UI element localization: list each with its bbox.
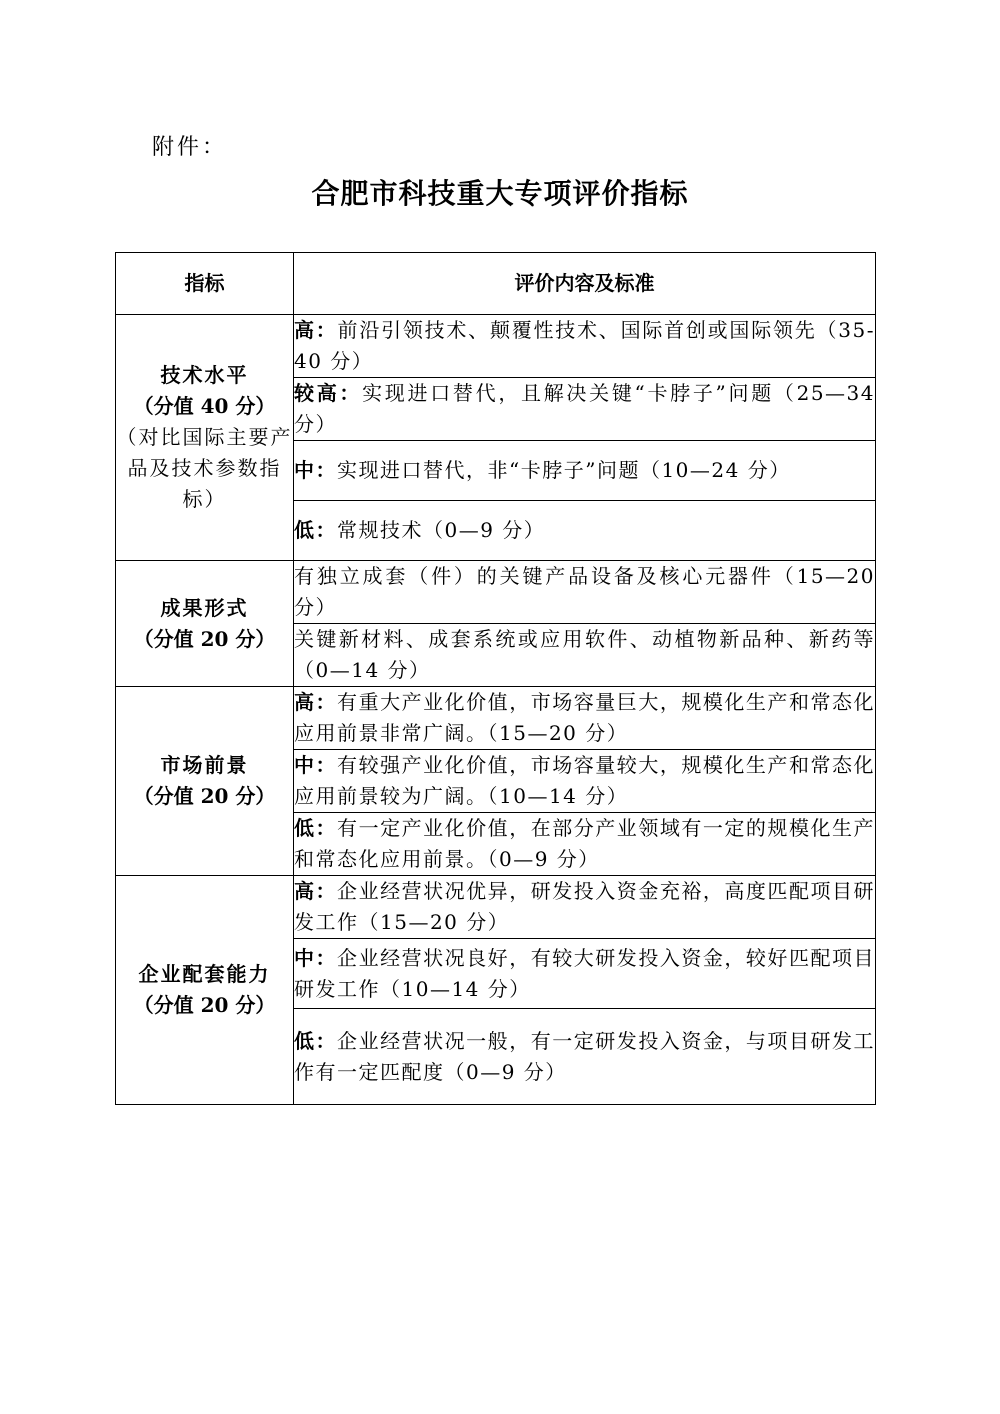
indicator-score: （分值 20 分） — [133, 626, 276, 651]
criteria-cell — [294, 939, 876, 1009]
criteria-level: 低： — [294, 816, 338, 840]
table-row — [116, 561, 876, 624]
indicator-score: （分值 20 分） — [133, 993, 276, 1017]
indicator-score: （分值 40 分） — [133, 394, 276, 418]
criteria-text: 有独立成套（件）的关键产品设备及核心元器件（15—20 分） — [294, 564, 875, 619]
header-indicator: 指标 — [116, 253, 294, 315]
criteria-level: 中： — [294, 458, 337, 482]
criteria-cell — [294, 750, 876, 813]
indicator-name: 市场前景 — [160, 753, 249, 777]
table-header-row — [116, 253, 876, 315]
criteria-text: 有较强产业化价值，市场容量较大，规模化生产和常态化应用前景较为广阔。（10—14 分） — [294, 753, 876, 808]
criteria-level: 中： — [294, 945, 338, 970]
criteria-text: 实现进口替代，非“卡脖子”问题（10—24 分） — [337, 458, 791, 482]
criteria-level: 高： — [294, 690, 338, 714]
indicator-name: 企业配套能力 — [138, 962, 271, 986]
criteria-text: 企业经营状况一般，有一定研发投入资金，与项目研发工作有一定匹配度（0—9 分） — [294, 1028, 876, 1084]
indicator-cell — [116, 561, 294, 687]
criteria-text: 有重大产业化价值，市场容量巨大，规模化生产和常态化应用前景非常广阔。（15—20 分） — [294, 690, 876, 745]
criteria-cell — [294, 624, 876, 687]
indicator-cell — [116, 876, 294, 1105]
criteria-level: 较高： — [294, 381, 363, 405]
criteria-cell — [294, 378, 876, 441]
criteria-cell — [294, 1009, 876, 1105]
criteria-text: 企业经营状况优异，研发投入资金充裕，高度匹配项目研发工作（15—20 分） — [294, 879, 876, 934]
criteria-level: 低： — [294, 1028, 338, 1053]
table-row — [116, 315, 876, 378]
criteria-level: 高： — [294, 879, 338, 903]
criteria-text: 前沿引领技术、颠覆性技术、国际首创或国际领先（35-40 分） — [294, 318, 875, 373]
header-criteria: 评价内容及标准 — [294, 253, 876, 315]
indicator-cell — [116, 315, 294, 561]
criteria-cell — [294, 315, 876, 378]
attachment-label: 附件： — [152, 135, 228, 160]
criteria-text: 关键新材料、成套系统或应用软件、动植物新品种、新药等（0—14 分） — [294, 627, 875, 682]
criteria-cell — [294, 561, 876, 624]
criteria-cell — [294, 687, 876, 750]
evaluation-table — [115, 252, 876, 1105]
criteria-text: 有一定产业化价值，在部分产业领域有一定的规模化生产和常态化应用前景。（0—9 分） — [294, 816, 876, 871]
indicator-score: （分值 20 分） — [133, 784, 276, 808]
page-title: 合肥市科技重大专项评价指标 — [311, 177, 689, 210]
criteria-cell — [294, 813, 876, 876]
indicator-name: 成果形式 — [160, 595, 249, 620]
criteria-cell — [294, 441, 876, 501]
table-row — [116, 876, 876, 939]
table-row — [116, 687, 876, 750]
criteria-text: 企业经营状况良好，有较大研发投入资金，较好匹配项目研发工作（10—14 分） — [294, 945, 876, 1001]
criteria-text: 常规技术（0—9 分） — [337, 518, 546, 542]
indicator-name: 技术水平 — [160, 363, 249, 387]
criteria-level: 低： — [294, 518, 337, 542]
criteria-level: 高： — [294, 318, 338, 342]
indicator-cell — [116, 687, 294, 876]
criteria-cell — [294, 876, 876, 939]
indicator-note: （对比国际主要产品及技术参数指标） — [116, 425, 293, 511]
criteria-cell — [294, 501, 876, 561]
criteria-text: 实现进口替代，且解决关键“卡脖子”问题（25—34 分） — [294, 381, 875, 436]
criteria-level: 中： — [294, 753, 338, 777]
